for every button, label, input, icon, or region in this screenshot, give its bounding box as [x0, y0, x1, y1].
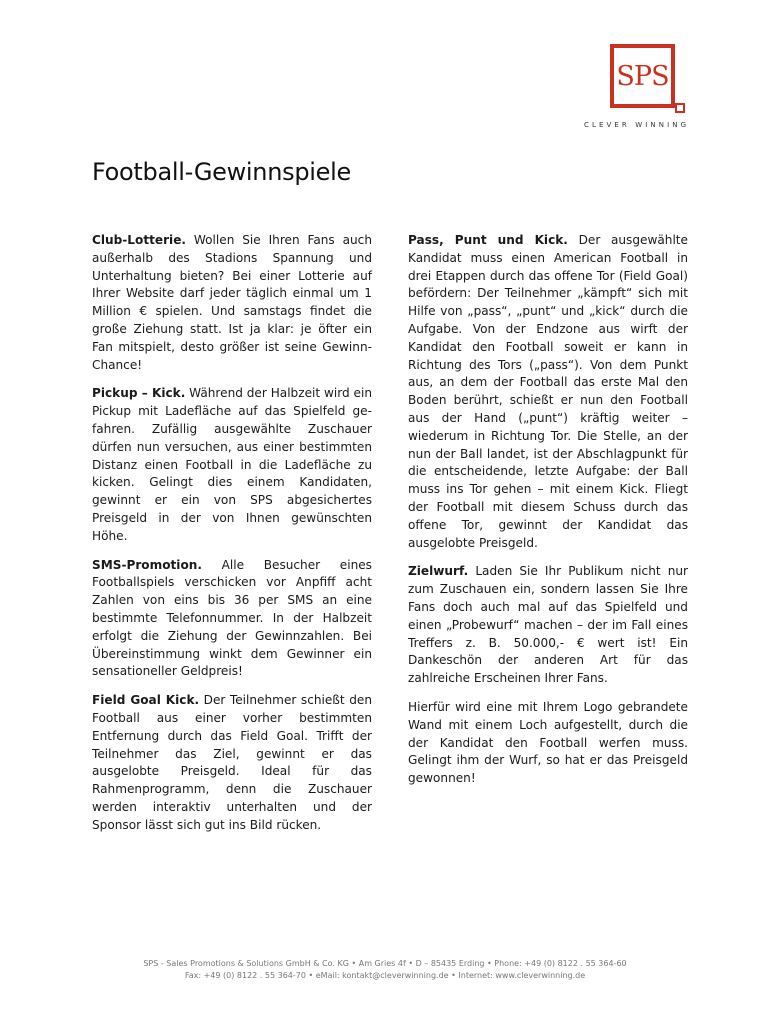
- paragraph-text: Alle Besucher eines Footballspiels verschicken vor Anpfiff acht Zahlen von eins bis 36 per SMS an eine bestimmte Telefonnummer. In der Halbzeit erfolgt die Ziehung der Gewinnzahlen. Bei Übereinstimmung winkt dem Gewinner ein sensationeller Geldpreis!: [92, 557, 372, 679]
- paragraph-lead: Club-Lotterie.: [92, 233, 186, 247]
- paragraph-text: Der Teilnehmer schießt den Football aus einer vorher bestimmten Entfernung durch das Field Goal. Trifft der Teilnehmer das Ziel, gewinnt er das ausgelobte Preisgeld. Ideal für das Rahmenprogramm, denn die Zuschauer werden interaktiv unterhalten und der Sponsor lässt sich gut ins Bild rücken.: [92, 693, 372, 832]
- logo-text: SPS: [616, 60, 669, 92]
- right-column: [408, 232, 688, 799]
- paragraph-text: Wollen Sie Ihren Fans auch außerhalb des Stadions Spannung und Unterhaltung bieten? Bei einer Lotterie auf Ihrer Website darf jeder täglich einmal um 1 Million € spielen. Und samstags findet die große Ziehung statt. Ist ja klar: je öfter ein Fan mitspielt, desto größer ist seine Gewinn-Chance!: [92, 233, 372, 372]
- footer: [0, 958, 770, 982]
- paragraph-lead: Pickup – Kick.: [92, 386, 186, 401]
- paragraph-text: Laden Sie Ihr Publikum nicht nur zum Zuschauen ein, sondern lassen Sie Ihre Fans doch auch mal auf das Spielfeld und einen „Probewurf“ machen – der im Fall eines Treffers z. B. 50.000,- € wert ist! Ein Dankeschön der anderen Art für das zahlreiche Erscheinen Ihrer Fans.: [408, 564, 688, 686]
- paragraph-sms-promotion: [92, 557, 372, 682]
- paragraph-field-goal-kick: [92, 692, 372, 834]
- paragraph-pass-punt-kick: [408, 232, 688, 552]
- paragraph-lead: Field Goal Kick.: [92, 693, 200, 708]
- paragraph-lead: Zielwurf.: [408, 564, 469, 579]
- footer-contact-line: Fax: +49 (0) 8122 . 55 364-70 • eMail: kontakt@cleverwinning.de • Internet: www.cleverwinning.de: [184, 971, 586, 980]
- logo-corner-square: [675, 103, 685, 113]
- paragraph-text: Der ausgewählte Kandidat muss einen American Football in drei Etappen durch das offene Tor (Field Goal) befördern: Der Teilnehmer „kämpft“ sich mit Hilfe von „pass“, „punt“ und „kick“ durch die Aufgabe. Von der Endzone aus wirft der Kandidat den Football soweit er kann in Richtung des Tors („pass“). Von dem Punkt aus, an dem der Football das erste Mal den Boden berührt, schießt er nun den Football aus der Hand („punt“) kräftig weiter – wiederum in Richtung Tor. Die Stelle, an der nun der Ball landet, ist der Abschlagpunkt für die entscheidende, letzte Aufgabe: der Ball muss ins Tor gehen – mit einem Kick. Fliegt der Football mit diesem Schuss durch das offene Tor, gewinnt der Kandidat das ausgelobte Preisgeld.: [408, 233, 688, 550]
- logo-frame: [610, 44, 675, 108]
- paragraph-text: Während der Halbzeit wird ein Pickup mit Ladefläche auf das Spielfeld gefahren. Zufällig ausgewählte Zuschauer dürfen nun versuchen, aus einer bestimmten Distanz einen Football in die Ladefläche zu kicken. Gelingt dies einem Kandidaten, gewinnt er ein von SPS abgesichertes Preisgeld in der von Ihnen gewünschten Höhe.: [92, 386, 372, 543]
- footer-address-line: SPS - Sales Promotions & Solutions GmbH & Co. KG • Am Gries 4f • D – 85435 Erding • Phone: +49 (0) 8122 . 55 364-60: [143, 959, 627, 968]
- paragraph-lead: SMS-Promotion.: [92, 557, 202, 572]
- paragraph-lead: Pass, Punt und Kick.: [408, 233, 568, 247]
- sps-logo: [610, 44, 685, 116]
- paragraph-zielwurf: [408, 563, 688, 688]
- paragraph-zielwurf-details: [408, 699, 688, 788]
- paragraph-text: Hierfür wird eine mit Ihrem Logo gebrandete Wand mit einem Loch aufgestellt, durch die der Kandidat den Football werfen muss. Gelingt ihm der Wurf, so hat er das Preisgeld gewonnen!: [408, 699, 688, 786]
- paragraph-club-lotterie: [92, 232, 372, 374]
- paragraph-pickup-kick: [92, 385, 372, 545]
- brand-tagline: CLEVER WINNING: [584, 121, 690, 129]
- left-column: [92, 232, 372, 846]
- page-title: Football-Gewinnspiele: [92, 158, 351, 186]
